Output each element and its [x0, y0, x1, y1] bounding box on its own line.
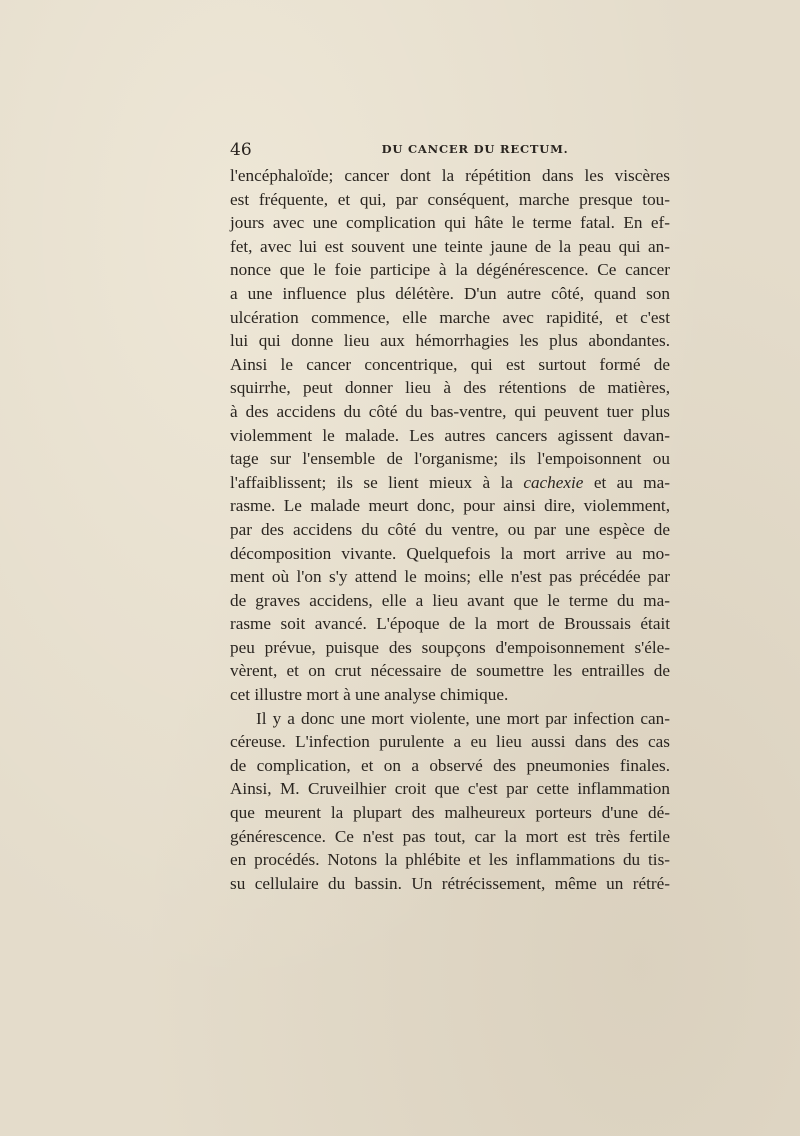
text-line: jours avec une complication qui hâte le terme fatal. En ef-	[230, 213, 670, 233]
text-line: l'encéphaloïde; cancer dont la répétition dans les viscères	[230, 166, 670, 185]
text-line: ment où l'on s'y attend le moins; elle n'est pas précédée par	[230, 567, 670, 587]
text-segment: l'affaiblissent; ils se lient mieux à la	[230, 472, 513, 492]
text-line: de graves accidens, elle a lieu avant que le terme du ma-	[230, 590, 670, 610]
text-line: vèrent, et on crut nécessaire de soumettre les entrailles de	[230, 661, 670, 681]
running-head: DU CANCER DU RECTUM.	[381, 142, 569, 156]
text-line: lui qui donne lieu aux hémorrhagies les plus abondantes.	[230, 331, 670, 351]
text-line: squirrhe, peut donner lieu à des rétentions de matières,	[230, 378, 670, 398]
text-line: rasme. Le malade meurt donc, pour ainsi dire, violemment,	[230, 496, 670, 516]
text-line: cet illustre mort à une analyse chimique.	[230, 685, 509, 705]
text-line: décomposition vivante. Quelquefois la mort arrive au mo-	[230, 543, 670, 563]
text-line: ulcération commence, elle marche avec rapidité, et c'est	[230, 307, 670, 327]
text-line: Il y a donc une mort violente, une mort par infection can-	[256, 708, 670, 728]
text-line: a une influence plus délétère. D'un autre côté, quand son	[230, 283, 670, 303]
italic-word: cachexie	[523, 472, 584, 492]
text-line: par des accidens du côté du ventre, ou par une espèce de	[230, 519, 670, 539]
text-line: céreuse. L'infection purulente a eu lieu aussi dans des cas	[230, 732, 670, 752]
text-line: Ainsi, M. Cruveilhier croit que c'est par cette inflammation	[230, 779, 670, 799]
text-line: en procédés. Notons la phlébite et les inflammations du tis-	[230, 850, 670, 870]
text-line: nonce que le foie participe à la dégénérescence. Ce cancer	[230, 260, 670, 280]
page-number: 46	[230, 140, 252, 160]
text-line: que meurent la plupart des malheureux porteurs d'une dé-	[230, 803, 670, 823]
text-line: peu prévue, puisque des soupçons d'empoisonnement s'éle-	[230, 637, 670, 657]
text-line: de complication, et on a observé des pneumonies finales.	[230, 755, 670, 775]
text-line-with-italic	[230, 471, 670, 495]
text-line: générescence. Ce n'est pas tout, car la mort est très fertile	[230, 826, 670, 846]
text-line: est fréquente, et qui, par conséquent, marche presque tou-	[230, 189, 670, 209]
text-segment: et au ma-	[593, 472, 671, 492]
text-line: fet, avec lui est souvent une teinte jaune de la peau qui an-	[230, 236, 670, 256]
body-text	[230, 164, 670, 895]
text-line: Ainsi le cancer concentrique, qui est surtout formé de	[230, 354, 670, 374]
page-header	[230, 140, 670, 164]
book-page	[230, 140, 670, 895]
text-line: violemment le malade. Les autres cancers agissent davan-	[230, 425, 670, 445]
text-line: à des accidens du côté du bas-ventre, qui peuvent tuer plus	[230, 401, 670, 421]
text-line: su cellulaire du bassin. Un rétrécissement, même un rétré-	[230, 873, 670, 893]
text-line: tage sur l'ensemble de l'organisme; ils l'empoisonnent ou	[230, 449, 670, 469]
text-line: rasme soit avancé. L'époque de la mort de Broussais était	[230, 614, 670, 634]
